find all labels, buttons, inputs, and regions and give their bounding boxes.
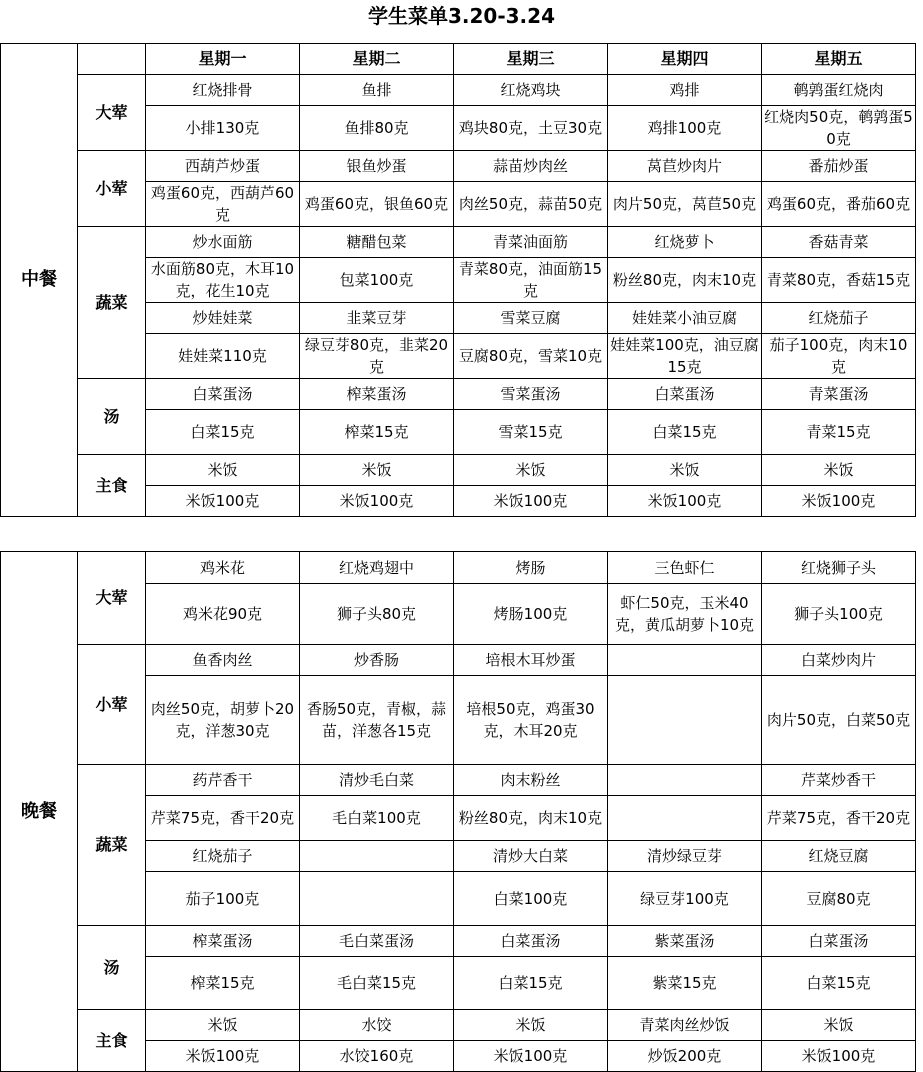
dish-name-cell: 鸡排 <box>608 75 762 106</box>
category-veg: 蔬菜 <box>78 227 146 379</box>
dish-name-cell: 榨菜蛋汤 <box>300 379 454 410</box>
dish-quantity-cell: 鸡块80克，土豆30克 <box>454 106 608 151</box>
dish-name-cell: 培根木耳炒蛋 <box>454 645 608 676</box>
day-header: 星期五 <box>762 44 916 75</box>
dish-quantity-cell: 娃娃菜100克，油豆腐15克 <box>608 334 762 379</box>
dish-name-cell: 烤肠 <box>454 552 608 584</box>
dish-name-cell <box>300 841 454 872</box>
category-soup: 汤 <box>78 926 146 1010</box>
category-staple: 主食 <box>78 455 146 517</box>
dish-quantity-cell: 肉丝50克，蒜苗50克 <box>454 182 608 227</box>
dish-name-cell: 雪菜蛋汤 <box>454 379 608 410</box>
dish-quantity-cell: 米饭100克 <box>762 486 916 517</box>
day-header: 星期二 <box>300 44 454 75</box>
dish-quantity-cell: 青菜80克，香菇15克 <box>762 258 916 303</box>
dish-quantity-cell: 绿豆芽80克，韭菜20克 <box>300 334 454 379</box>
category-veg: 蔬菜 <box>78 765 146 926</box>
dish-name-cell: 毛白菜蛋汤 <box>300 926 454 957</box>
dish-quantity-cell: 水面筋80克，木耳10克，花生10克 <box>146 258 300 303</box>
dish-quantity-cell: 烤肠100克 <box>454 584 608 645</box>
dish-name-cell: 糖醋包菜 <box>300 227 454 258</box>
dish-name-cell: 米饭 <box>300 455 454 486</box>
category-staple: 主食 <box>78 1010 146 1072</box>
dish-quantity-cell: 米饭100克 <box>300 486 454 517</box>
dish-quantity-cell: 虾仁50克，玉米40克，黄瓜胡萝卜10克 <box>608 584 762 645</box>
dish-name-cell: 娃娃菜小油豆腐 <box>608 303 762 334</box>
dish-name-cell: 红烧茄子 <box>762 303 916 334</box>
dish-name-cell: 水饺 <box>300 1010 454 1041</box>
dish-quantity-cell: 白菜15克 <box>146 410 300 455</box>
dish-name-cell: 肉末粉丝 <box>454 765 608 796</box>
dish-quantity-cell: 培根50克，鸡蛋30克，木耳20克 <box>454 676 608 765</box>
dish-quantity-cell: 狮子头100克 <box>762 584 916 645</box>
dish-name-cell: 紫菜蛋汤 <box>608 926 762 957</box>
dish-quantity-cell: 包菜100克 <box>300 258 454 303</box>
dish-name-cell: 雪菜豆腐 <box>454 303 608 334</box>
dish-quantity-cell: 肉片50克，莴苣50克 <box>608 182 762 227</box>
dish-name-cell: 白菜蛋汤 <box>454 926 608 957</box>
dish-quantity-cell: 毛白菜100克 <box>300 796 454 841</box>
category-side: 小荤 <box>78 151 146 227</box>
category-main: 大荤 <box>78 552 146 645</box>
lunch-row <box>1 379 916 410</box>
dish-name-cell: 米饭 <box>762 1010 916 1041</box>
header-blank-cell <box>78 44 146 75</box>
dish-quantity-cell: 紫菜15克 <box>608 957 762 1010</box>
dish-quantity-cell: 米饭100克 <box>454 486 608 517</box>
dish-name-cell: 米饭 <box>762 455 916 486</box>
dish-name-cell: 炒娃娃菜 <box>146 303 300 334</box>
dish-name-cell: 米饭 <box>146 1010 300 1041</box>
dish-quantity-cell: 水饺160克 <box>300 1041 454 1072</box>
dish-name-cell: 炒香肠 <box>300 645 454 676</box>
dish-quantity-cell: 白菜15克 <box>762 957 916 1010</box>
dish-name-cell: 银鱼炒蛋 <box>300 151 454 182</box>
dish-name-cell: 芹菜炒香干 <box>762 765 916 796</box>
dish-quantity-cell: 芹菜75克，香干20克 <box>146 796 300 841</box>
dish-quantity-cell: 青菜15克 <box>762 410 916 455</box>
dish-name-cell: 三色虾仁 <box>608 552 762 584</box>
day-header: 星期四 <box>608 44 762 75</box>
dinner-row <box>1 765 916 796</box>
dish-quantity-cell: 白菜15克 <box>608 410 762 455</box>
dish-quantity-cell: 鸡蛋60克，西葫芦60克 <box>146 182 300 227</box>
lunch-row <box>1 151 916 182</box>
dinner-row <box>1 1010 916 1041</box>
dish-name-cell: 白菜蛋汤 <box>762 926 916 957</box>
dish-name-cell: 白菜炒肉片 <box>762 645 916 676</box>
dish-name-cell: 青菜蛋汤 <box>762 379 916 410</box>
dish-quantity-cell: 鸡排100克 <box>608 106 762 151</box>
dish-quantity-cell: 鸡蛋60克，银鱼60克 <box>300 182 454 227</box>
dish-name-cell: 鱼香肉丝 <box>146 645 300 676</box>
meal-label-lunch: 中餐 <box>1 44 78 517</box>
dish-quantity-cell <box>608 796 762 841</box>
dish-quantity-cell: 粉丝80克，肉末10克 <box>454 796 608 841</box>
dish-name-cell: 清炒绿豆芽 <box>608 841 762 872</box>
dish-quantity-cell <box>608 676 762 765</box>
dish-quantity-cell: 豆腐80克，雪菜10克 <box>454 334 608 379</box>
dish-name-cell: 清炒毛白菜 <box>300 765 454 796</box>
dish-name-cell: 红烧豆腐 <box>762 841 916 872</box>
lunch-table <box>0 43 916 517</box>
dish-name-cell: 白菜蛋汤 <box>146 379 300 410</box>
dish-quantity-cell: 米饭100克 <box>762 1041 916 1072</box>
category-soup: 汤 <box>78 379 146 455</box>
dish-quantity-cell: 芹菜75克，香干20克 <box>762 796 916 841</box>
dish-quantity-cell: 肉丝50克，胡萝卜20克，洋葱30克 <box>146 676 300 765</box>
dish-quantity-cell: 鸡蛋60克，番茄60克 <box>762 182 916 227</box>
dish-quantity-cell: 米饭100克 <box>146 486 300 517</box>
dish-quantity-cell: 米饭100克 <box>608 486 762 517</box>
dinner-table <box>0 551 916 1072</box>
lunch-row <box>1 455 916 486</box>
dish-name-cell: 红烧茄子 <box>146 841 300 872</box>
dinner-row <box>1 552 916 584</box>
dish-name-cell: 韭菜豆芽 <box>300 303 454 334</box>
dish-name-cell: 莴苣炒肉片 <box>608 151 762 182</box>
lunch-row <box>1 44 916 75</box>
dish-name-cell: 青菜油面筋 <box>454 227 608 258</box>
dish-quantity-cell: 白菜15克 <box>454 957 608 1010</box>
dish-quantity-cell <box>300 872 454 926</box>
dish-name-cell: 红烧萝卜 <box>608 227 762 258</box>
dish-quantity-cell: 狮子头80克 <box>300 584 454 645</box>
dish-quantity-cell: 鸡米花90克 <box>146 584 300 645</box>
dish-quantity-cell: 茄子100克，肉末10克 <box>762 334 916 379</box>
lunch-row <box>1 227 916 258</box>
dish-quantity-cell: 米饭100克 <box>454 1041 608 1072</box>
dish-name-cell: 鸡米花 <box>146 552 300 584</box>
dish-quantity-cell: 香肠50克，青椒，蒜苗，洋葱各15克 <box>300 676 454 765</box>
page-title: 学生菜单3.20-3.24 <box>368 4 555 28</box>
dish-quantity-cell: 白菜100克 <box>454 872 608 926</box>
dish-quantity-cell: 红烧肉50克，鹌鹑蛋50克 <box>762 106 916 151</box>
dish-quantity-cell: 粉丝80克，肉末10克 <box>608 258 762 303</box>
dish-quantity-cell: 榨菜15克 <box>300 410 454 455</box>
dish-quantity-cell: 小排130克 <box>146 106 300 151</box>
day-header: 星期三 <box>454 44 608 75</box>
dish-name-cell: 米饭 <box>454 1010 608 1041</box>
dish-name-cell: 西葫芦炒蛋 <box>146 151 300 182</box>
dish-name-cell: 青菜肉丝炒饭 <box>608 1010 762 1041</box>
lunch-row <box>1 75 916 106</box>
dish-quantity-cell: 青菜80克，油面筋15克 <box>454 258 608 303</box>
dish-name-cell: 红烧狮子头 <box>762 552 916 584</box>
dish-name-cell: 番茄炒蛋 <box>762 151 916 182</box>
dish-quantity-cell: 肉片50克，白菜50克 <box>762 676 916 765</box>
meal-label-dinner: 晚餐 <box>1 552 78 1072</box>
dish-name-cell: 米饭 <box>608 455 762 486</box>
dish-name-cell: 红烧鸡翅中 <box>300 552 454 584</box>
dish-name-cell: 红烧排骨 <box>146 75 300 106</box>
dish-name-cell: 清炒大白菜 <box>454 841 608 872</box>
dish-name-cell: 米饭 <box>454 455 608 486</box>
dish-name-cell: 蒜苗炒肉丝 <box>454 151 608 182</box>
dish-name-cell: 米饭 <box>146 455 300 486</box>
day-header: 星期一 <box>146 44 300 75</box>
dish-name-cell: 鱼排 <box>300 75 454 106</box>
dish-name-cell <box>608 765 762 796</box>
category-main: 大荤 <box>78 75 146 151</box>
dish-quantity-cell: 绿豆芽100克 <box>608 872 762 926</box>
dish-name-cell: 鹌鹑蛋红烧肉 <box>762 75 916 106</box>
dish-quantity-cell: 榨菜15克 <box>146 957 300 1010</box>
category-side: 小荤 <box>78 645 146 765</box>
dish-name-cell: 药芹香干 <box>146 765 300 796</box>
dish-name-cell <box>608 645 762 676</box>
dish-quantity-cell: 炒饭200克 <box>608 1041 762 1072</box>
dish-name-cell: 红烧鸡块 <box>454 75 608 106</box>
dish-quantity-cell: 米饭100克 <box>146 1041 300 1072</box>
dish-quantity-cell: 雪菜15克 <box>454 410 608 455</box>
dish-quantity-cell: 娃娃菜110克 <box>146 334 300 379</box>
dish-quantity-cell: 毛白菜15克 <box>300 957 454 1010</box>
dish-quantity-cell: 鱼排80克 <box>300 106 454 151</box>
dish-name-cell: 炒水面筋 <box>146 227 300 258</box>
dish-name-cell: 香菇青菜 <box>762 227 916 258</box>
dish-quantity-cell: 茄子100克 <box>146 872 300 926</box>
dinner-row <box>1 645 916 676</box>
dish-name-cell: 白菜蛋汤 <box>608 379 762 410</box>
dinner-row <box>1 926 916 957</box>
dish-name-cell: 榨菜蛋汤 <box>146 926 300 957</box>
dish-quantity-cell: 豆腐80克 <box>762 872 916 926</box>
